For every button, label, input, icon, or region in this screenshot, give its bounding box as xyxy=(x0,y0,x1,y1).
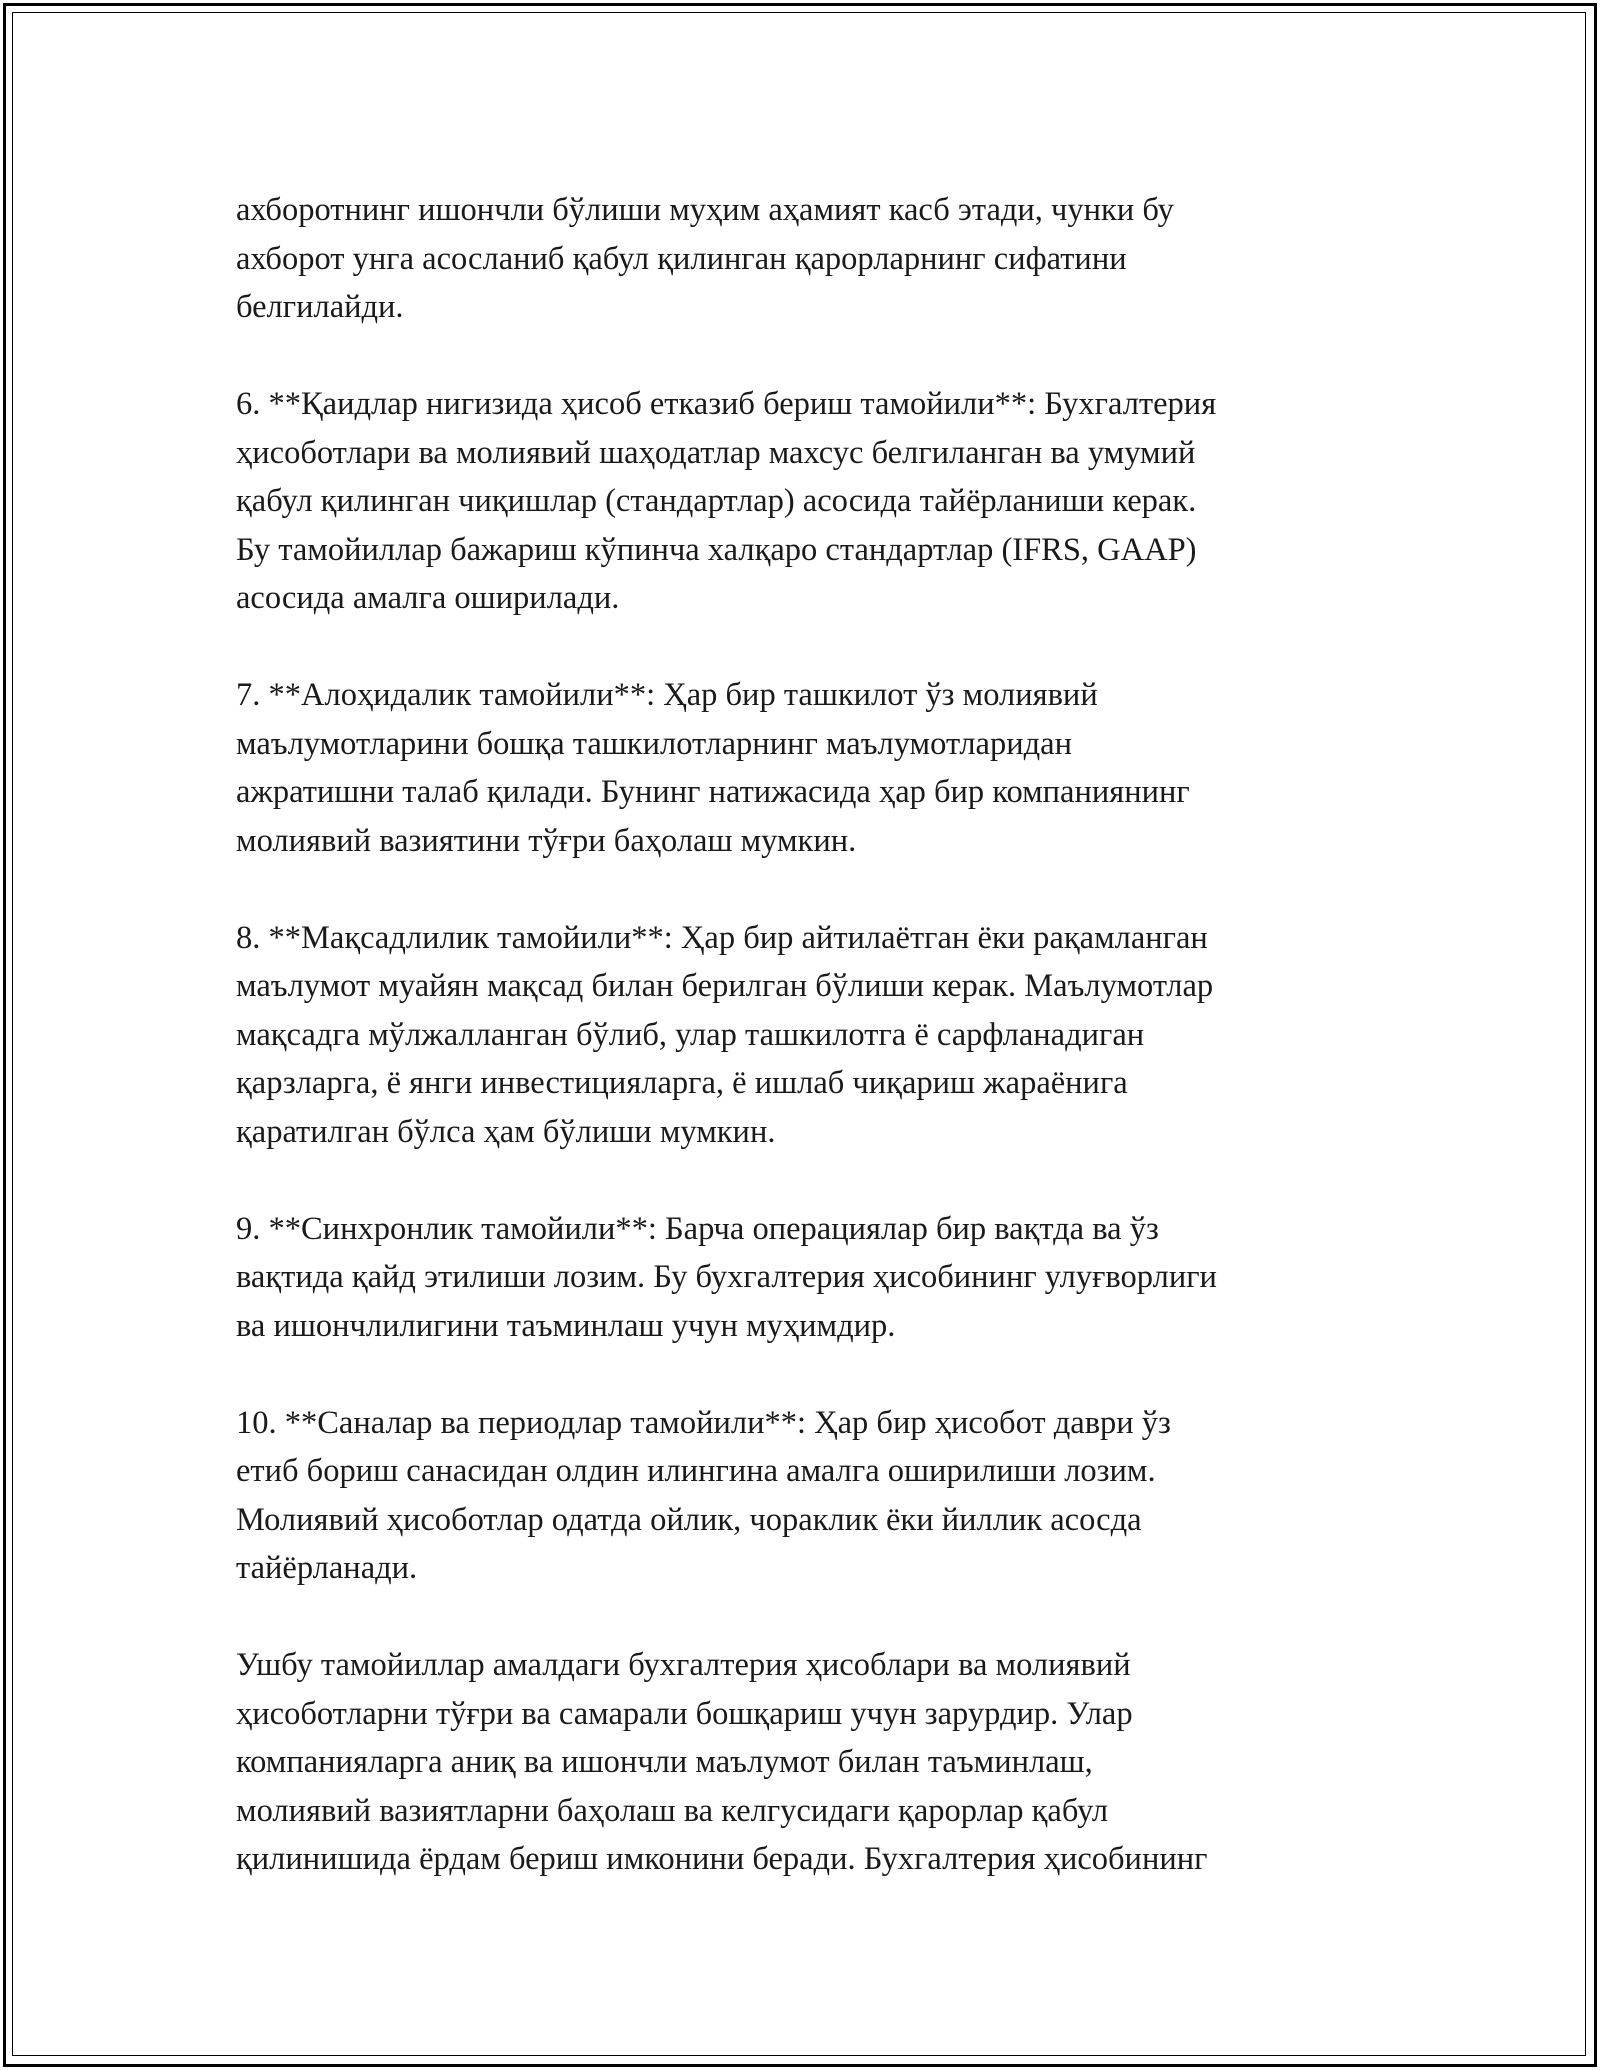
text-line: компанияларга аниқ ва ишончли маълумот билан таъминлаш, xyxy=(236,1744,1093,1780)
text-line: қилинишида ёрдам бериш имконини беради. Бухгалтерия ҳисобининг xyxy=(236,1841,1208,1877)
paragraph-conclusion xyxy=(236,1641,1366,1884)
text-line: тайёрланади. xyxy=(236,1550,418,1586)
paragraph-item-6 xyxy=(236,380,1366,623)
text-line: Бу тамойиллар бажариш кўпинча халқаро стандартлар (IFRS, GAAP) xyxy=(236,531,1197,568)
text-line: ахборот унга асосланиб қабул қилинган қарорларнинг сифатини xyxy=(236,240,1127,277)
text-line: ҳисоботларни тўғри ва самарали бошқариш учун зарурдир. Улар xyxy=(236,1695,1133,1732)
text-line: молиявий вазиятини тўғри баҳолаш мумкин. xyxy=(236,822,857,859)
text-line: асосида амалга оширилади. xyxy=(236,580,620,616)
paragraph-item-7 xyxy=(236,671,1366,865)
document-body xyxy=(236,186,1366,1884)
text-line: 9. **Синхронлик тамойили**: Барча операциялар бир вақтда ва ўз xyxy=(236,1210,1159,1247)
text-line: вақтида қайд этилиши лозим. Бу бухгалтерия ҳисобининг улуғворлиги xyxy=(236,1259,1217,1295)
text-line: маълумот муайян мақсад билан берилган бўлиши керак. Маълумотлар xyxy=(236,968,1214,1004)
text-line: молиявий вазиятларни баҳолаш ва келгусидаги қарорлар қабул xyxy=(236,1792,1109,1829)
text-line: Молиявий ҳисоботлар одатда ойлик, чораклик ёки йиллик асосда xyxy=(236,1501,1142,1538)
text-line: ва ишончлилигини таъминлаш учун муҳимдир. xyxy=(236,1307,896,1344)
text-line: 6. **Қаидлар нигизида ҳисоб етказиб бериш тамойили**: Бухгалтерия xyxy=(236,386,1217,422)
text-line: ажратишни талаб қилади. Бунинг натижасида ҳар бир компаниянинг xyxy=(236,774,1190,810)
text-line: 10. **Саналар ва периодлар тамойили**: Ҳар бир ҳисобот даври ўз xyxy=(236,1404,1171,1441)
text-line: маълумотларини бошқа ташкилотларнинг маълумотларидан xyxy=(236,725,1072,762)
text-line: қарзларга, ё янги инвестицияларга, ё ишлаб чиқариш жараёнига xyxy=(236,1065,1128,1101)
text-line: 8. **Мақсадлилик тамойили**: Ҳар бир айтилаётган ёки рақамланган xyxy=(236,919,1208,956)
paragraph-item-9 xyxy=(236,1205,1366,1351)
text-line: ахборотнинг ишончли бўлиши муҳим аҳамият касб этади, чунки бу xyxy=(236,192,1174,228)
text-line: Ушбу тамойиллар амалдаги бухгалтерия ҳисоблари ва молиявий xyxy=(236,1647,1131,1683)
text-line: белгилайди. xyxy=(236,289,404,325)
text-line: 7. **Алоҳидалик тамойили**: Ҳар бир ташкилот ўз молиявий xyxy=(236,677,1098,713)
text-line: мақсадга мўлжалланган бўлиб, улар ташкилотга ё сарфланадиган xyxy=(236,1016,1145,1053)
text-line: ҳисоботлари ва молиявий шаҳодатлар махсус белгиланган ва умумий xyxy=(236,434,1196,471)
paragraph-item-10 xyxy=(236,1399,1366,1593)
paragraph-continuation xyxy=(236,186,1366,332)
text-line: қаратилган бўлса ҳам бўлиши мумкин. xyxy=(236,1113,776,1150)
text-line: қабул қилинган чиқишлар (стандартлар) асосида тайёрланиши керак. xyxy=(236,483,1197,519)
paragraph-item-8 xyxy=(236,914,1366,1157)
text-line: етиб бориш санасидан олдин илингина амалга оширилиши лозим. xyxy=(236,1453,1156,1489)
